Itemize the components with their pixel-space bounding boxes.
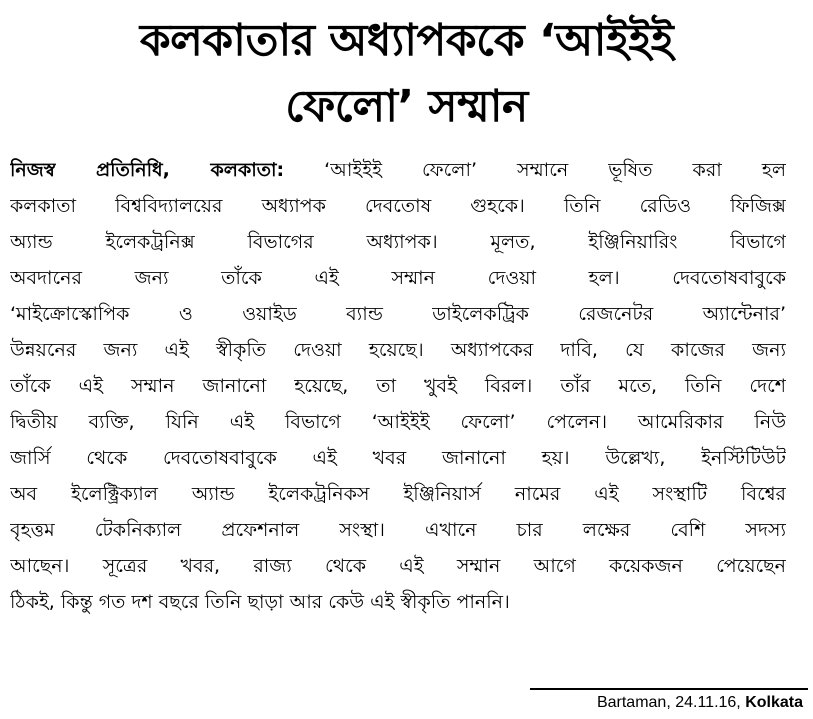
- body-line: অ্যান্ড ইলেকট্রনিক্স বিভাগের অধ্যাপক। মূলত, ইঞ্জিনিয়ারিং বিভাগে: [10, 231, 786, 253]
- body-line: তাঁকে এই সম্মান জানানো হয়েছে, তা খুবই বিরল। তাঁর মতে, তিনি দেশে: [10, 375, 786, 397]
- body-line: কলকাতা বিশ্ববিদ্যালয়ের অধ্যাপক দেবতোষ গুহকে। তিনি রেডিও ফিজিক্স: [10, 195, 786, 217]
- source-publication-date: Bartaman, 24.11.16,: [596, 694, 741, 711]
- body-line: অবদানের জন্য তাঁকে এই সম্মান দেওয়া হল। দেবতোষবাবুকে: [10, 267, 786, 289]
- body-line-text: ‘আইইই ফেলো’ সম্মানে ভূষিত করা হল: [324, 159, 786, 181]
- body-line: অব ইলেক্ট্রিক্যাল অ্যান্ড ইলেকট্রনিকস ইঞ্জিনিয়ার্স নামের এই সংস্থাটি বিশ্বের: [10, 483, 786, 505]
- source-divider: [530, 688, 808, 690]
- source-location: Kolkata: [745, 694, 803, 711]
- article-body: [10, 152, 786, 620]
- body-line: বৃহত্তম টেকনিক্যাল প্রফেশনাল সংস্থা। এখানে চার লক্ষের বেশি সদস্য: [10, 519, 786, 541]
- byline: নিজস্ব প্রতিনিধি, কলকাতা:: [10, 159, 285, 181]
- source-credit: [597, 691, 803, 715]
- body-line: ঠিকই, কিন্তু গত দশ বছরে তিনি ছাড়া আর কেউ এই স্বীকৃতি পাননি।: [10, 591, 510, 613]
- body-line: আছেন। সূত্রের খবর, রাজ্য থেকে এই সম্মান আগে কয়েকজন পেয়েছেন: [10, 555, 786, 577]
- headline-line-2: ফেলো’ সম্মান: [285, 81, 528, 132]
- headline: [10, 8, 803, 140]
- body-line: [10, 152, 786, 188]
- headline-line-1: কলকাতার অধ্যাপককে ‘আইইই: [139, 15, 674, 66]
- body-line: ‘মাইক্রোস্কোপিক ও ওয়াইড ব্যান্ড ডাইলেকট্রিক রেজনেটর অ্যান্টেনার’: [10, 303, 786, 325]
- body-line: জার্সি থেকে দেবতোষবাবুকে এই খবর জানানো হয়। উল্লেখ্য, ইনস্টিটিউট: [10, 447, 786, 469]
- body-line: উন্নয়নের জন্য এই স্বীকৃতি দেওয়া হয়েছে। অধ্যাপকের দাবি, যে কাজের জন্য: [10, 339, 786, 361]
- body-line: দ্বিতীয় ব্যক্তি, যিনি এই বিভাগে ‘আইইই ফেলো’ পেলেন। আমেরিকার নিউ: [10, 411, 786, 433]
